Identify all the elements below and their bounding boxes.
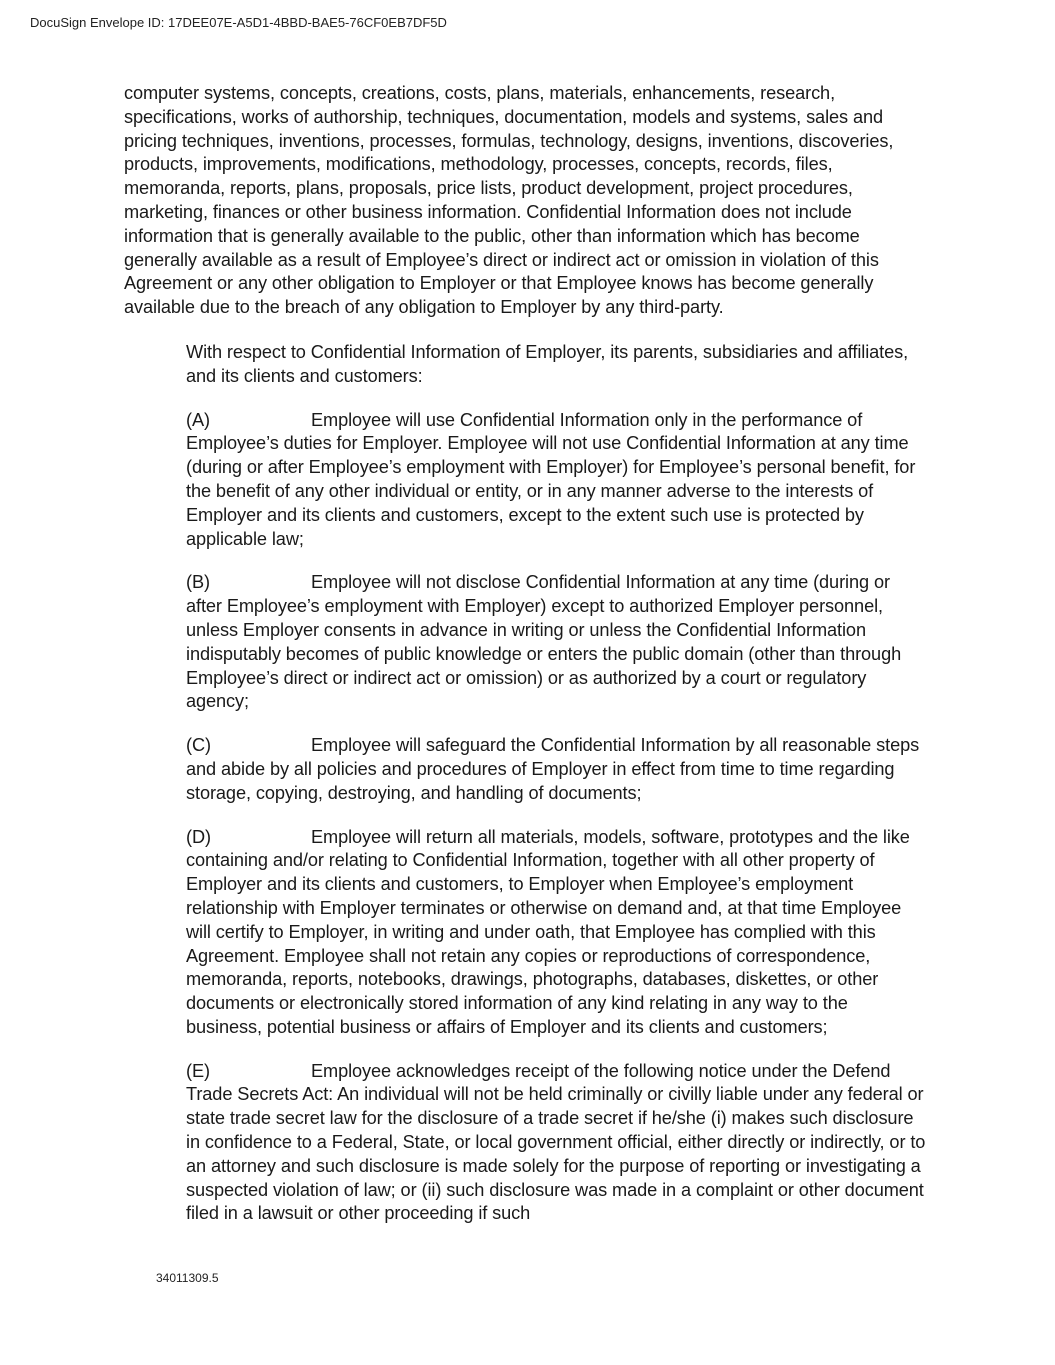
document-body (124, 82, 934, 1226)
clause-letter: (D) (186, 826, 211, 847)
intro-paragraph: computer systems, concepts, creations, costs, plans, materials, enhancements, research, specifications, works of authorship, techniques, documentation, models and systems, sales and pricing techniques, inventions, processes, formulas, technology, designs, inventions, discoveries, products, improvements, modifications, methodology, processes, concepts, records, files, memoranda, reports, plans, proposals, price lists, product development, project procedures, marketing, finances or other business information. Confidential Information does not include information that is generally available to the public, other than information which has become generally available as a result of Employee’s direct or indirect act or omission in violation of this Agreement or any other obligation to Employer or that Employee knows has become generally available due to the breach of any obligation to Employer by any third-party. (124, 83, 894, 318)
clause-text: Employee will return all materials, models, software, prototypes and the like containing and/or relating to Confidential Information, together with all other property of Employer and its clients and customers, to Employer when Employee’s employment relationship with Employer terminates or otherwise on demand and, at that time Employee will certify to Employer, in writing and under oath, that Employee has complied with this Agreement. Employee shall not retain any copies or reproductions of correspondence, memoranda, reports, notebooks, drawings, photographs, databases, diskettes, or other documents or electronically stored information of any kind relating in any way to the business, potential business or affairs of Employer and its clients and customers; (186, 826, 910, 1037)
clause-letter: (E) (186, 1060, 210, 1081)
clause-text: Employee will use Confidential Information only in the performance of Employee’s duties for Employer. Employee will not use Confidential Information at any time (during or after Employee’s employment with Employer) for Employee’s personal benefit, for the benefit of any other individual or entity, or in any manner adverse to the interests of Employer and its clients and customers, except to the extent such use is protected by applicable law; (186, 409, 916, 549)
clause-letter: (C) (186, 735, 211, 756)
clause-text: Employee acknowledges receipt of the following notice under the Defend Trade Secrets Act: An individual will not be held criminally or civilly liable under any federal or state trade secret law for the disclosure of a trade secret if he/she (i) makes such disclosure in confidence to a Federal, State, or local government official, either directly or indirectly, or to an attorney and such disclosure is made solely for the purpose of reporting or investigating a suspected violation of law; or (ii) such disclosure was made in a complaint or other document filed in a lawsuit or other proceeding if such (186, 1060, 926, 1224)
clause-c (186, 734, 926, 805)
clause-letter: (A) (186, 409, 210, 430)
clause-letter: (B) (186, 572, 210, 593)
clause-text: Employee will not disclose Confidential Information at any time (during or after Employee’s employment with Employer) except to authorized Employer personnel, unless Employer consents in advance in writing or unless the Confidential Information indisputably becomes of public knowledge or enters the public domain (other than through Employee’s direct or indirect act or omission) or as authorized by a court or regulatory agency; (186, 572, 902, 712)
clause-text: Employee will safeguard the Confidential Information by all reasonable steps and abide by all policies and procedures of Employer in effect from time to time regarding storage, copying, destroying, and handling of documents; (186, 735, 920, 803)
docusign-envelope-id: DocuSign Envelope ID: 17DEE07E-A5D1-4BBD-BAE5-76CF0EB7DF5D (30, 15, 447, 30)
clause-e (186, 1060, 926, 1227)
clause-a (186, 409, 926, 552)
clause-d (186, 826, 926, 1040)
clause-b (186, 571, 926, 714)
document-number: 34011309.5 (156, 1271, 219, 1285)
lead-paragraph: With respect to Confidential Information of Employer, its parents, subsidiaries and affiliates, and its clients and customers: (186, 341, 909, 386)
